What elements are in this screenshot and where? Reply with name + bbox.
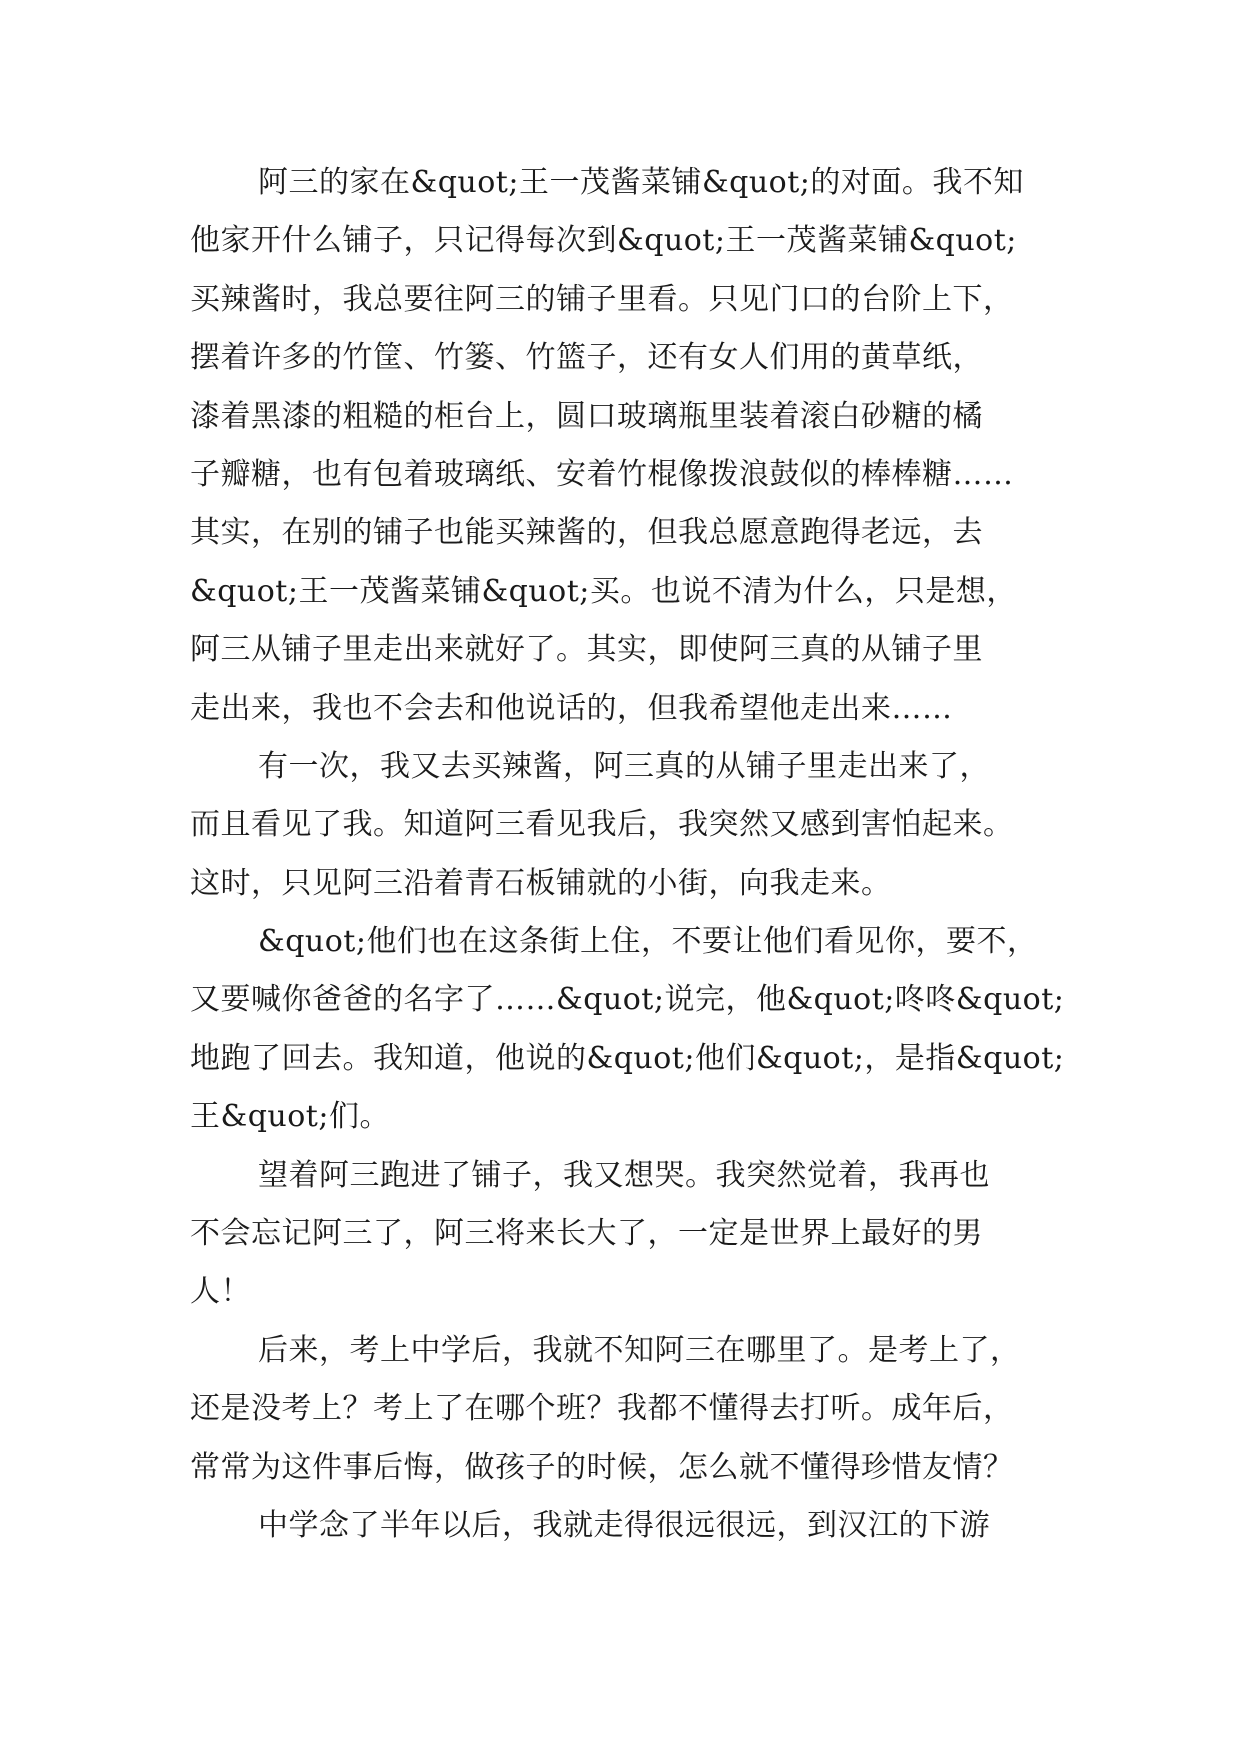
text-line: 王&quot;们。 <box>190 1099 390 1135</box>
text-line: 走出来，我也不会去和他说话的，但我希望他走出来…… <box>190 690 953 726</box>
text-line: &quot;王一茂酱菜铺&quot;买。也说不清为什么，只是想， <box>190 573 1017 609</box>
paragraph-first-line: &quot;他们也在这条街上住，不要让他们看见你，要不， <box>258 924 1038 960</box>
text-line: 不会忘记阿三了，阿三将来长大了，一定是世界上最好的男 <box>190 1216 983 1252</box>
text-line: 这时，只见阿三沿着青石板铺就的小街，向我走来。 <box>190 865 892 901</box>
text-line: 阿三从铺子里走出来就好了。其实，即使阿三真的从铺子里 <box>190 632 983 668</box>
text-line: 摆着许多的竹筐、竹篓、竹篮子，还有女人们用的黄草纸， <box>190 340 983 376</box>
paragraph-first-line: 有一次，我又去买辣酱，阿三真的从铺子里走出来了， <box>258 748 990 784</box>
paragraph-first-line: 后来，考上中学后，我就不知阿三在哪里了。是考上了， <box>258 1332 1021 1368</box>
paragraph-first-line: 阿三的家在&quot;王一茂酱菜铺&quot;的对面。我不知 <box>258 165 1024 200</box>
text-line: 常常为这件事后悔，做孩子的时候，怎么就不懂得珍惜友情？ <box>190 1449 1014 1485</box>
text-line: 漆着黑漆的粗糙的柜台上，圆口玻璃瓶里装着滚白砂糖的橘 <box>190 398 983 434</box>
text-line: 人！ <box>190 1274 251 1310</box>
text-line: 地跑了回去。我知道，他说的&quot;他们&quot;，是指&quot; <box>190 1040 1065 1076</box>
text-line: 他家开什么铺子，只记得每次到&quot;王一茂酱菜铺&quot; <box>190 223 1017 259</box>
article-body <box>190 154 1070 1555</box>
text-line: 买辣酱时，我总要往阿三的铺子里看。只见门口的台阶上下， <box>190 281 1014 317</box>
text-line: 还是没考上？考上了在哪个班？我都不懂得去打听。成年后， <box>190 1391 1014 1427</box>
text-line: 子瓣糖，也有包着玻璃纸、安着竹棍像拨浪鼓似的棒棒糖…… <box>190 456 1014 492</box>
text-line: 又要喊你爸爸的名字了……&quot;说完，他&quot;咚咚&quot; <box>190 982 1065 1018</box>
paragraph-first-line: 望着阿三跑进了铺子，我又想哭。我突然觉着，我再也 <box>258 1157 990 1193</box>
text-line: 其实，在别的铺子也能买辣酱的，但我总愿意跑得老远，去 <box>190 515 983 551</box>
text-line: 而且看见了我。知道阿三看见我后，我突然又感到害怕起来。 <box>190 807 1014 843</box>
paragraph-first-line: 中学念了半年以后，我就走得很远很远，到汉江的下游 <box>258 1507 990 1543</box>
